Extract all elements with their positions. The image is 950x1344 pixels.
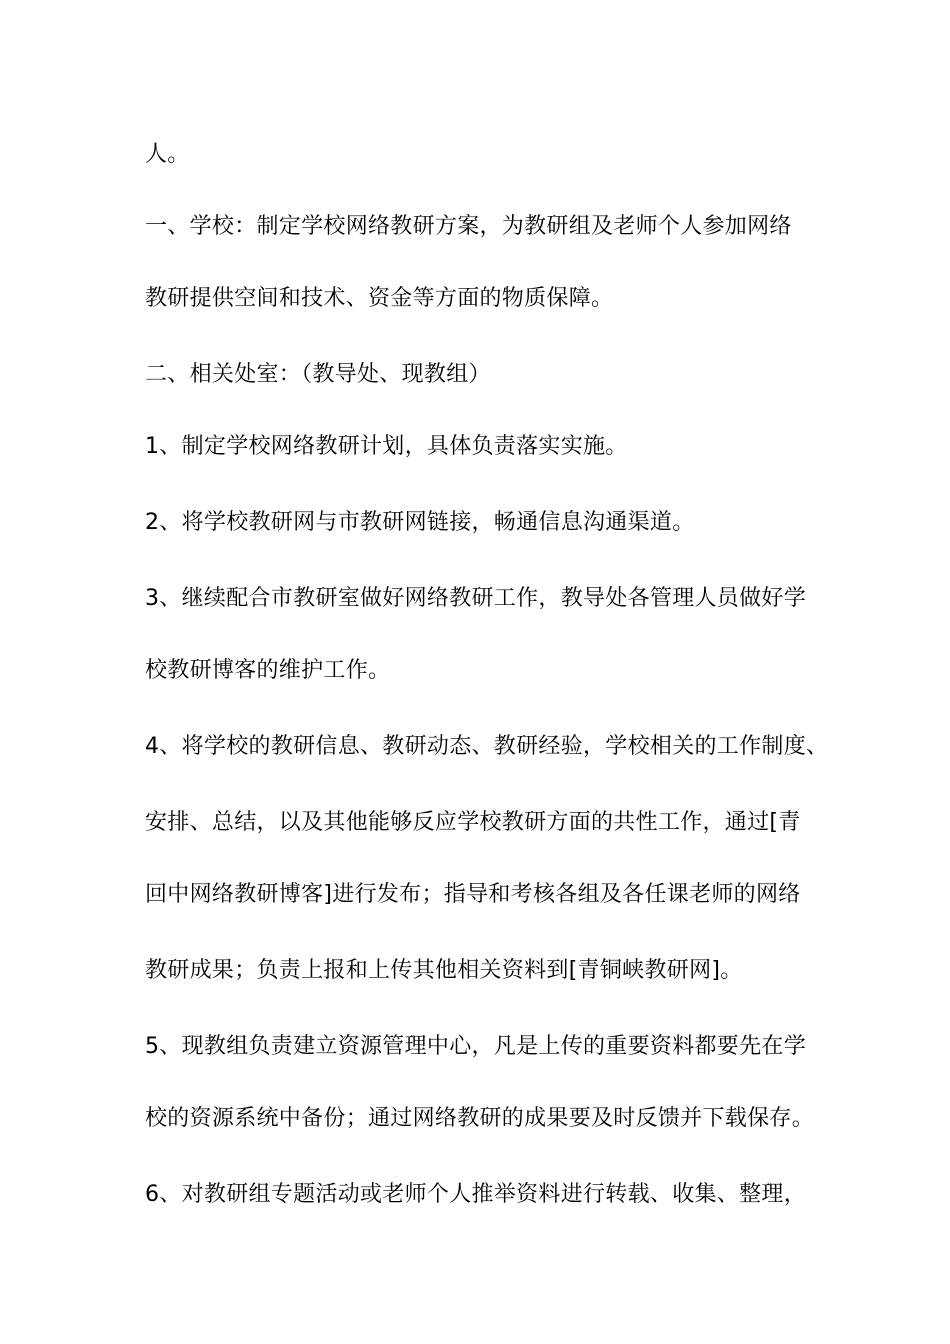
text-line: 安排、总结，以及其他能够反应学校教研方面的共性工作，通过[青	[145, 810, 801, 835]
text-line: 5、现教组负责建立资源管理中心，凡是上传的重要资料都要先在学	[145, 1034, 806, 1059]
text-line: 6、对教研组专题活动或老师个人推举资料进行转载、收集、整理，	[145, 1182, 806, 1207]
text-line: 一、学校：制定学校网络教研方案，为教研组及老师个人参加网络	[145, 214, 792, 239]
text-line: 人。	[145, 142, 190, 167]
text-line: 1、制定学校网络教研计划，具体负责落实实施。	[145, 434, 628, 459]
text-line: 回中网络教研博客]进行发布；指导和考核各组及各任课老师的网络	[145, 882, 801, 907]
text-line: 3、继续配合市教研室做好网络教研工作，教导处各管理人员做好学	[145, 586, 806, 611]
text-line: 4、将学校的教研信息、教研动态、教研经验，学校相关的工作制度、	[145, 734, 829, 759]
text-line: 校的资源系统中备份；通过网络教研的成果要及时反馈并下载保存。	[145, 1106, 815, 1131]
text-line: 2、将学校教研网与市教研网链接，畅通信息沟通渠道。	[145, 510, 695, 535]
text-line: 教研成果；负责上报和上传其他相关资料到[青铜峡教研网]。	[145, 958, 743, 983]
text-line: 二、相关处室：（教导处、现教组）	[145, 362, 491, 387]
text-line: 教研提供空间和技术、资金等方面的物质保障。	[145, 286, 614, 311]
text-line: 校教研博客的维护工作。	[145, 658, 391, 683]
